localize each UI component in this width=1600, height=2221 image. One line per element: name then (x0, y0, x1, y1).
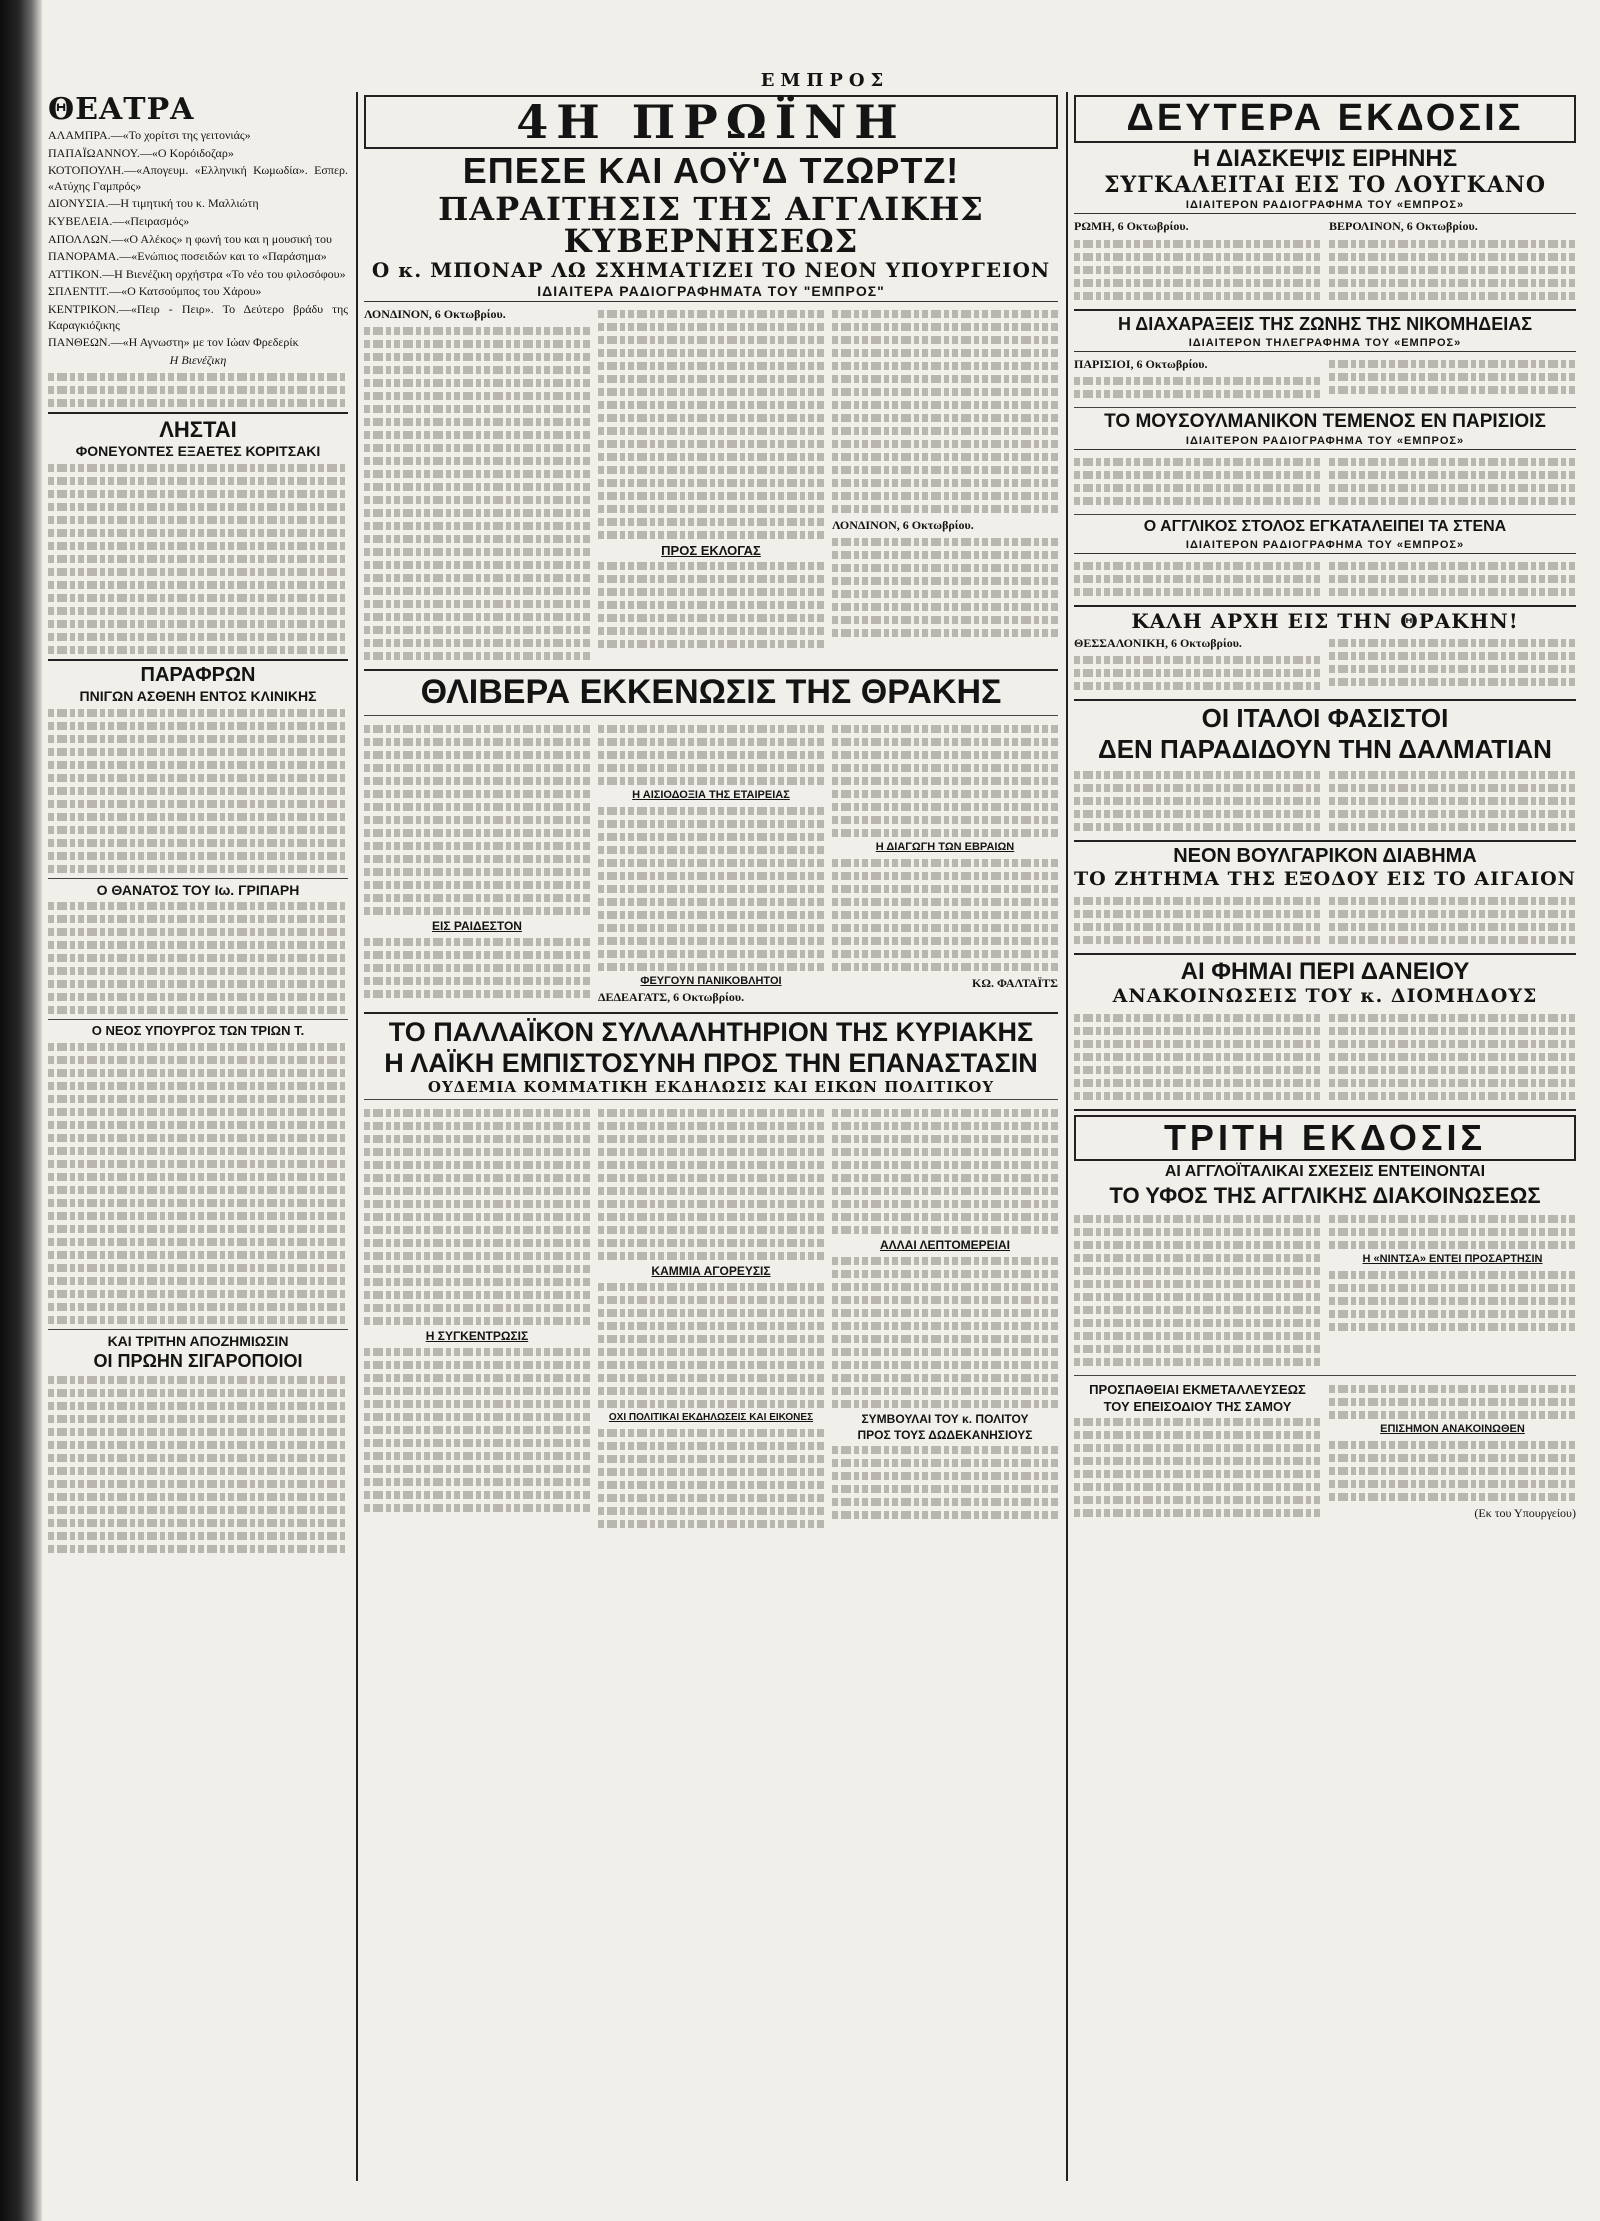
thanatos-headline: Ο ΘΑΝΑΤΟΣ ΤΟΥ Ιω. ΓΡΙΠΑΡΗ (96, 881, 300, 898)
theatre-spendit: ΣΠΛΕΝΤΙΤ.—«Ο Κατσούμπος του Χάρου» (48, 284, 262, 299)
nintsa-subheading: Η «ΝΙΝΤΣΑ» ΕΝΤΕΙ ΠΡΟΣΑΡΤΗΣΙΝ (1362, 1252, 1543, 1265)
theatre-dionysia: ΔΙΟΝΥΣΙΑ.—Η τιμητική του κ. Μαλλιώτη (48, 196, 259, 211)
samos-section (1074, 1380, 1576, 1523)
italoi-report (1074, 766, 1576, 836)
syllalitirio-report (364, 1104, 1058, 1532)
fimai-headline-2: ΑΝΑΚΟΙΝΩΣΕΙΣ ΤΟΥ κ. ΔΙΟΜΗΔΟΥΣ (1112, 985, 1538, 1008)
dateline-dedeagats: ΔΕΔΕΑΓΑΤΣ, 6 Οκτωβρίου. (598, 990, 745, 1005)
dateline-thessaloniki: ΘΕΣΣΑΛΟΝΙΚΗ, 6 Οκτωβρίου. (1074, 635, 1242, 650)
nikomideia-headline: Η ΔΙΑΧΑΡΑΞΕΙΣ ΤΗΣ ΖΩΝΗΣ ΤΗΣ ΝΙΚΟΜΗΔΕΙΑΣ (1117, 313, 1533, 334)
column-rule-right (1066, 92, 1068, 2181)
dateline-romi: ΡΩΜΗ, 6 Οκτωβρίου. (1074, 219, 1189, 234)
thraki-headline: ΘΛΙΒΕΡΑ ΕΚΚΕΝΩΣΙΣ ΤΗΣ ΘΡΑΚΗΣ (420, 673, 1002, 712)
diaskepsis-report (1074, 217, 1576, 305)
triti-ekdosis-banner: ΤΡΙΤΗ ΕΚΔΟΣΙΣ (1074, 1115, 1576, 1161)
syllalitirio-headline-1: ΤΟ ΠΑΛΛΑΪΚΟΝ ΣΥΛΛΑΛΗΤΗΡΙΟΝ ΤΗΣ ΚΥΡΙΑΚΗΣ (388, 1016, 1034, 1047)
left-column (48, 92, 348, 2181)
aisiodoxia-subheading: Η ΑΙΣΙΟΔΟΞΙΑ ΤΗΣ ΕΤΑΙΡΕΙΑΣ (632, 789, 790, 802)
kammia-subheading: ΚΑΜΜΙΑ ΑΓΟΡΕΥΣΙΣ (651, 1264, 771, 1279)
dateline-london-1: ΛΟΝΔΙΝΟΝ, 6 Οκτωβρίου. (364, 306, 506, 321)
temenos-report (1074, 453, 1576, 510)
dateline-london-2: ΛΟΝΔΙΝΟΝ, 6 Οκτωβρίου. (832, 517, 974, 532)
episimon-subheading: ΕΠΙΣΗΜΟΝ ΑΝΑΚΟΙΝΩΘΕΝ (1380, 1422, 1525, 1435)
signature: ΚΩ. ΦΑΛΤΑΪΤΣ (972, 975, 1058, 990)
neos-ypourgos-headline: Ο ΝΕΟΣ ΥΠΟΥΡΓΟΣ ΤΩΝ ΤΡΙΩΝ Τ. (91, 1023, 305, 1039)
radiografimata-label: ΙΔΙΑΙΤΕΡΑ ΡΑΔΙΟΓΡΑΦΗΜΑΤΑ ΤΟΥ "ΕΜΠΡΟΣ" (364, 283, 1058, 302)
london-report (364, 305, 1058, 666)
apozimiosi-subheadline: ΟΙ ΠΡΩΗΝ ΣΙΓΑΡΟΠΟΙΟΙ (93, 1350, 303, 1371)
yfos-report (1074, 1210, 1576, 1371)
italoi-headline-1: ΟΙ ΙΤΑΛΟΙ ΦΑΣΙΣΤΟΙ (1201, 703, 1449, 734)
theatre-papaioannou: ΠΑΠΑΪΩΑΝΝΟΥ.—«Ο Κορόιδοζαρ» (48, 145, 234, 160)
bonar-law-headline: Ο κ. ΜΠΟΝΑΡ ΛΩ ΣΧΗΜΑΤΙΖΕΙ ΤΟ ΝΕΟΝ ΥΠΟΥΡΓΕΙΟΝ (371, 257, 1051, 282)
prospatheiai-headline-1: ΠΡΟΣΠΑΘΕΙΑΙ ΕΚΜΕΤΑΛΛΕΥΣΕΩΣ (1089, 1381, 1306, 1397)
synkaleitai-headline: ΣΥΓΚΑΛΕΙΤΑΙ ΕΙΣ ΤΟ ΛΟΥΓΚΑΝΟ (1103, 172, 1547, 199)
masthead: ΕΜΠΡΟΣ (760, 70, 890, 91)
right-column (1074, 92, 1576, 2181)
parafron-headline: ΠΑΡΑΦΡΩΝ (140, 664, 256, 687)
theatre-kentrikon: ΚΕΝΤΡΙΚΟΝ.—«Πειρ - Πειρ». Το Δεύτερο βράδυ της Καραγκιόζικης (48, 301, 348, 332)
theatra-heading: ΘΕΑΤΡΑ (48, 92, 195, 127)
listai-subheadline: ΦΟΝΕΥΟΝΤΕΣ ΕΞΑΕΤΕΣ ΚΟΡΙΤΣΑΚΙ (75, 443, 321, 460)
raidesto-subheading: ΕΙΣ ΡΑΙΔΕΣΤΟΝ (432, 919, 522, 934)
center-column (364, 92, 1058, 2181)
ekloges-subheading: ΠΡΟΣ ΕΚΛΟΓΑΣ (661, 542, 761, 558)
label-radiografima-1: ΙΔΙΑΙΤΕΡΟΝ ΡΑΔΙΟΓΡΑΦΗΜΑ ΤΟΥ «ΕΜΠΡΟΣ» (1074, 199, 1576, 214)
feugoun-subheading: ΦΕΥΓΟΥΝ ΠΑΝΙΚΟΒΛΗΤΟΙ (640, 974, 782, 987)
label-radiografima-2: ΙΔΙΑΙΤΕΡΟΝ ΡΑΔΙΟΓΡΑΦΗΜΑ ΤΟΥ «ΕΜΠΡΟΣ» (1074, 435, 1576, 450)
lloyd-george-headline: ΕΠΕΣΕ ΚΑΙ ΑΟΫ'Δ ΤΖΩΡΤΖ! (462, 150, 960, 191)
theatre-kyveleia: ΚΥΒΕΛΕΙΑ.—«Πειρασμός» (48, 213, 190, 228)
apozimiosi-headline: ΚΑΙ ΤΡΙΤΗΝ ΑΠΟΖΗΜΙΩΣΙΝ (107, 1333, 289, 1350)
fimai-headline-1: ΑΙ ΦΗΜΑΙ ΠΕΡΙ ΔΑΝΕΙΟΥ (1180, 958, 1470, 986)
theatre-apollon: ΑΠΟΛΛΩΝ.—«Ο Αλέκος» η φωνή του και η μουσική του (48, 231, 332, 246)
scan-shadow (0, 0, 42, 2221)
symvoulai-subheading-2: ΠΡΟΣ ΤΟΥΣ ΔΩΔΕΚΑΝΗΣΙΟΥΣ (857, 1427, 1033, 1442)
theatre-panorama: ΠΑΝΟΡΑΜΑ.—«Ενώπιος ποσειδών και το «Παράσημα» (48, 249, 327, 264)
symvoulai-subheading-1: ΣΥΜΒΟΥΛΑΙ ΤΟΥ κ. ΠΟΛΙΤΟΥ (861, 1412, 1029, 1427)
nikomideia-report (1074, 355, 1576, 404)
diaskepsis-headline: Η ΔΙΑΣΚΕΨΙΣ ΕΙΡΗΝΗΣ (1192, 144, 1458, 172)
fimai-report (1074, 1009, 1576, 1105)
kali-arxi-headline: ΚΑΛΗ ΑΡΧΗ ΕΙΣ ΤΗΝ ΘΡΑΚΗΝ! (1131, 608, 1519, 633)
stolos-report (1074, 557, 1576, 601)
theatre-vienezikh: Η Βιενέζικη (169, 352, 227, 367)
yfos-headline: ΤΟ ΥΦΟΣ ΤΗΣ ΑΓΓΛΙΚΗΣ ΔΙΑΚΟΙΝΩΣΕΩΣ (1109, 1182, 1541, 1208)
thraki-report (364, 720, 1058, 1008)
dateline-verolinon: ΒΕΡΟΛΙΝΟΝ, 6 Οκτωβρίου. (1329, 219, 1478, 234)
stolos-headline: Ο ΑΓΓΛΙΚΟΣ ΣΤΟΛΟΣ ΕΓΚΑΤΑΛΕΙΠΕΙ ΤΑ ΣΤΕΝΑ (1143, 518, 1507, 536)
theatre-alhambra: ΑΛΑΜΠΡΑ.—«Το χορίτσι της γειτονιάς» (48, 128, 251, 142)
label-tilegrafima: ΙΔΙΑΙΤΕΡΟΝ ΤΗΛΕΓΡΑΦΗΜΑ ΤΟΥ «ΕΜΠΡΟΣ» (1074, 337, 1576, 352)
angloitalikai-headline: ΑΙ ΑΓΓΛΟΪΤΑΛΙΚΑΙ ΣΧΕΣΕΙΣ ΕΝΤΕΙΝΟΝΤΑΙ (1164, 1163, 1486, 1181)
synkentrosis-subheading: Η ΣΥΓΚΕΝΤΡΩΣΙΣ (425, 1329, 529, 1344)
prwini-banner: 4Η ΠΡΩΪΝΗ (364, 95, 1058, 149)
voulgariko-headline-1: ΝΕΟΝ ΒΟΥΛΓΑΡΙΚΟΝ ΔΙΑΒΗΜΑ (1173, 845, 1477, 868)
voulgariko-headline-2: ΤΟ ΖΗΤΗΜΑ ΤΗΣ ΕΞΟΔΟΥ ΕΙΣ ΤΟ ΑΙΓΑΙΟΝ (1074, 868, 1576, 891)
oxi-politikai-subheading: ΟΧΙ ΠΟΛΙΤΙΚΑΙ ΕΚΔΗΛΩΣΕΙΣ ΚΑΙ ΕΙΚΟΝΕΣ (608, 1412, 814, 1424)
voulgariko-report (1074, 892, 1576, 949)
syllalitirio-headline-2: Η ΛΑΪΚΗ ΕΜΠΙΣΤΟΣΥΝΗ ΠΡΟΣ ΤΗΝ ΕΠΑΝΑΣΤΑΣΙΝ (384, 1048, 1038, 1079)
theatre-kotopouli: ΚΟΤΟΠΟΥΛΗ.—«Απογευμ. «Ελληνική Κωμωδία». Εσπερ. «Ατύχης Γαμπρός» (48, 163, 348, 193)
diagogi-subheading: Η ΔΙΑΓΩΓΗ ΤΩΝ ΕΒΡΑΙΩΝ (875, 841, 1015, 854)
theatre-pantheon: ΠΑΝΘΕΩΝ.—«Η Αγνωστη» με τον Ιώαν Φρεδερίκ (48, 335, 299, 350)
deutera-ekdosis-banner: ΔΕΥΤΕΡΑ ΕΚΔΟΣΙΣ (1074, 95, 1576, 143)
listai-headline: ΛΗΣΤΑΙ (159, 417, 237, 443)
label-radiografima-3: ΙΔΙΑΙΤΕΡΟΝ ΡΑΔΙΟΓΡΑΦΗΜΑ ΤΟΥ «ΕΜΠΡΟΣ» (1074, 539, 1576, 554)
kali-arxi-report (1074, 634, 1576, 696)
paraitisis-headline: ΠΑΡΑΙΤΗΣΙΣ ΤΗΣ ΑΓΓΛΙΚΗΣ ΚΥΒΕΡΝΗΣΕΩΣ (438, 189, 984, 260)
syllalitirio-headline-3: ΟΥΔΕΜΙΑ ΚΟΜΜΑΤΙΚΗ ΕΚΔΗΛΩΣΙΣ ΚΑΙ ΕΙΚΩΝ ΠΟΛΙΤΙΚΟΥ (427, 1078, 995, 1097)
theatre-attikon: ΑΤΤΙΚΟΝ.—Η Βιενέζικη ορχήστρα «Το νέο του φιλοσόφου» (48, 266, 346, 281)
parafron-subheadline: ΠΝΙΓΩΝ ΑΣΘΕΝΗ ΕΝΤΟΣ ΚΛΙΝΙΚΗΣ (79, 688, 317, 705)
allai-subheading: ΑΛΛΑΙ ΛΕΠΤΟΜΕΡΕΙΑΙ (879, 1238, 1011, 1253)
italoi-headline-2: ΔΕΝ ΠΑΡΑΔΙΔΟΥΝ ΤΗΝ ΔΑΛΜΑΤΙΑΝ (1098, 733, 1552, 764)
signoff: (Εκ του Υπουργείου) (1474, 1505, 1576, 1520)
dateline-parisioi: ΠΑΡΙΣΙΟΙ, 6 Οκτωβρίου. (1074, 356, 1208, 371)
column-rule-left (356, 92, 358, 2181)
prospatheiai-headline-2: ΤΟΥ ΕΠΕΙΣΟΔΙΟΥ ΤΗΣ ΣΑΜΟΥ (1103, 1398, 1292, 1414)
temenos-headline: ΤΟ ΜΟΥΣΟΥΛΜΑΝΙΚΟΝ ΤΕΜΕΝΟΣ ΕΝ ΠΑΡΙΣΙΟΙΣ (1104, 411, 1546, 433)
